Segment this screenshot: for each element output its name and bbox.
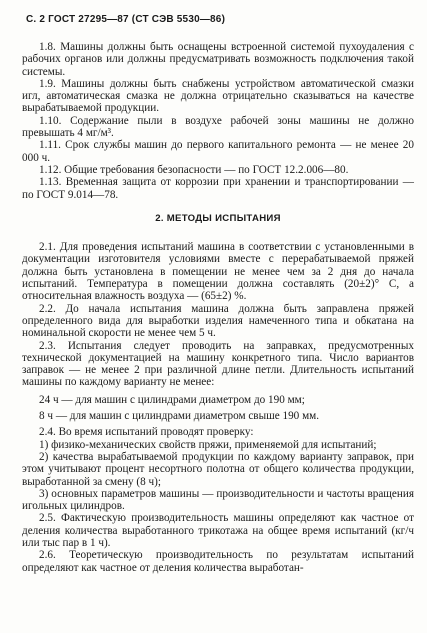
paragraph-2-2: 2.2. До начала испытания машина должна быть заправлена пряжей определенного вида для выработки изделия намеченного типа и обкатана на номинальной скорости не менее чем 5 ч. [22, 302, 414, 340]
paragraph-2-1: 2.1. Для проведения испытаний машина в соответствии с установленными в документации изготовителя условиями вместе с перерабатываемой пряжей должна быть установлена в помещении не менее чем за 2 дня до начала испытаний. Температура в помещении должна составлять (20±2)° С, а относительная влажность воздуха — (65±2) %. [22, 241, 414, 303]
paragraph-1-12: 1.12. Общие требования безопасности — по ГОСТ 12.2.006—80. [39, 163, 349, 176]
paragraph-1-10: 1.10. Содержание пыли в воздухе рабочей зоны машины не должно превышать 4 мг/м³. [22, 114, 414, 140]
section-heading-2: 2. МЕТОДЫ ИСПЫТАНИЯ [155, 212, 281, 224]
paragraph-1-11: 1.11. Срок службы машин до первого капитального ремонта — не менее 20 000 ч. [22, 139, 414, 164]
paragraph-1-9: 1.9. Машины должны быть снабжены устройством автоматической смазки игл, автоматическая смазка не должна отрицательно сказываться на качестве вырабатываемой продукции. [22, 77, 414, 115]
paragraph-2-4: 2.4. Во время испытаний проводят проверку: [39, 426, 254, 439]
paragraph-2-6: 2.6. Теоретическую производительность по результатам испытаний определяют как частное от деления количества выработан- [22, 549, 414, 574]
list-item-2-4-2: 2) качества вырабатываемой продукции по каждому варианту заправок, при этом учитывают процент несортного полотна от общего количества продукции, выработанной за смену (8 ч); [22, 450, 414, 488]
document-body [22, 41, 414, 574]
list-item-2-4-1: 1) физико-механических свойств пряжи, применяемой для испытаний; [39, 438, 377, 451]
duration-line-1: 24 ч — для машин с цилиндрами диаметром до 190 мм; [39, 393, 305, 406]
paragraph-2-5: 2.5. Фактическую производительность машины определяют как частное от деления количества выработанного трикотажа на общее время испытаний (кг/ч или тыс пар в 1 ч). [22, 512, 414, 549]
duration-line-2: 8 ч — для машин с цилиндрами диаметром свыше 190 мм. [39, 410, 320, 423]
page-header: С. 2 ГОСТ 27295—87 (СТ СЭВ 5530—86) [26, 14, 226, 25]
paragraph-1-13: 1.13. Временная защита от коррозии при хранении и транспортировании — по ГОСТ 9.014—78. [22, 176, 414, 201]
list-item-2-4-3: 3) основных параметров машины — производительности и частоты вращения игольных цилиндров. [22, 487, 414, 513]
paragraph-1-8: 1.8. Машины должны быть оснащены встроенной системой пухоудаления с рабочих органов или должны предусматривать возможность подключения такой системы. [22, 41, 414, 78]
paragraph-2-3: 2.3. Испытания следует проводить на заправках, предусмотренных технической документацией на машину конкретного типа. Число вариантов заправок — не менее 2 при различной длине петли. Длительность испытаний машины по каждому варианту не менее: [22, 339, 414, 389]
